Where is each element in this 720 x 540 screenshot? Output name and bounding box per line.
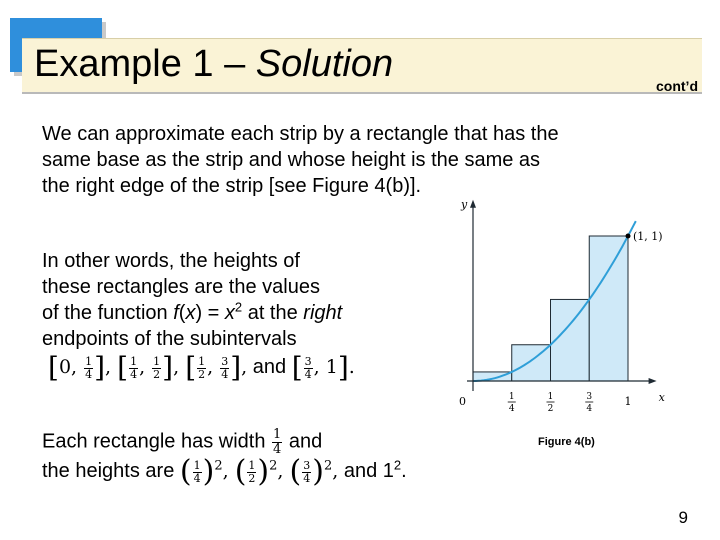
- subintervals-list: [48, 351, 355, 384]
- y-axis-arrow: [470, 200, 476, 208]
- interval-3: [ $\frac{1}{2}$ , $\frac{3}{4}$ ],: [185, 351, 248, 384]
- y-axis-label: y: [461, 197, 468, 211]
- paragraph-2-line-2: these rectangles are the values: [42, 276, 320, 298]
- page-number: 9: [678, 508, 688, 527]
- title-divider: [22, 92, 702, 94]
- and-word: and: [252, 356, 287, 378]
- paragraph-1: [42, 121, 559, 199]
- point-1-1: [626, 234, 631, 239]
- x-ticks-group: [508, 392, 632, 414]
- paragraph-3-line-2: the heights are ( $\frac{1}{4}$ )$^2$, ( $\frac{1}{2}$ )$^2$, ( $\frac{3}{4}$ )$^2$, and $1^2$.: [42, 454, 407, 489]
- x-tick-label-2: [547, 392, 555, 414]
- paragraph-3-line-1: Each rectangle has width $\frac{1}{4}$ and: [42, 427, 323, 457]
- svg-text:4: 4: [586, 404, 593, 414]
- rectangle-4: [589, 236, 628, 381]
- figure-caption: Figure 4(b): [538, 436, 595, 448]
- paragraph-2-line-1: In other words, the heights of: [42, 250, 300, 272]
- x-tick-label-3: [585, 392, 593, 414]
- x-tick-label-1: [508, 392, 516, 414]
- slide-title: Example 1 – Solution: [34, 43, 394, 85]
- interval-1: [0, $\frac{1}{4}$ ],: [48, 351, 118, 384]
- svg-text:1: 1: [547, 392, 554, 402]
- paragraph-3: [42, 427, 407, 489]
- svg-text:2: 2: [547, 404, 554, 414]
- interval-2: [ $\frac{1}{4}$ , $\frac{1}{2}$ ],: [117, 351, 186, 384]
- point-label: (1, 1): [633, 230, 663, 243]
- svg-text:4: 4: [508, 404, 515, 414]
- origin-label: 0: [459, 395, 466, 408]
- figure-4b: [440, 197, 700, 415]
- paragraph-1-line-2: same base as the strip and whose height is the same as: [42, 149, 541, 171]
- svg-text:3: 3: [586, 392, 593, 402]
- x-tick-label-4: [625, 395, 632, 408]
- rectangles-group: [473, 236, 628, 381]
- paragraph-1-line-1: We can approximate each strip by a rectangle that has the: [42, 123, 559, 145]
- paragraph-2-line-3: of the function $f(x) = x^2$ at the right: [42, 299, 343, 324]
- continued-label: cont’d: [656, 78, 698, 94]
- paragraph-2: [42, 248, 355, 384]
- paragraph-1-line-3: the right edge of the strip [see Figure 4(b)].: [42, 175, 422, 197]
- x-axis-label: x: [658, 391, 665, 404]
- paragraph-2-line-4: endpoints of the subintervals: [42, 328, 297, 350]
- svg-text:1: 1: [624, 395, 632, 408]
- interval-4: [ $\frac{3}{4}$ , 1].: [291, 351, 355, 384]
- height-expression: ( $\frac{1}{4}$ )$^2$, ( $\frac{1}{2}$ )$^2$, ( $\frac{3}{4}$ )$^2$,: [179, 454, 339, 489]
- x-axis-arrow: [649, 378, 657, 384]
- svg-text:1: 1: [508, 392, 515, 402]
- width-fraction: $\frac{1}{4}$: [273, 427, 282, 457]
